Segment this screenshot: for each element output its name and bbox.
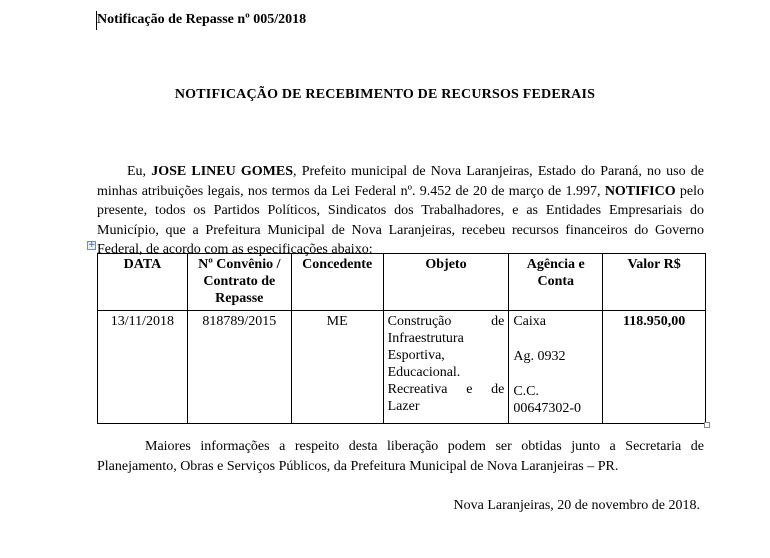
cell-agencia-conta: [509, 311, 603, 424]
cell-valor: 118.950,00: [603, 311, 706, 424]
cell-data: 13/11/2018: [98, 311, 188, 424]
cell-convenio: 818789/2015: [187, 311, 291, 424]
mayor-name: JOSE LINEU GOMES: [151, 164, 294, 179]
col-header-objeto: Objeto: [383, 254, 509, 311]
table-row: [98, 311, 706, 424]
agency-number: Ag. 0932: [513, 349, 566, 364]
notification-number: Notificação de Repasse nº 005/2018: [97, 12, 307, 27]
document-title: NOTIFICAÇÃO DE RECEBIMENTO DE RECURSOS FEDERAIS: [174, 87, 596, 102]
table-header-row: [98, 254, 706, 311]
paragraph-intro: Eu,: [127, 164, 152, 179]
paragraph-legal-basis: , Prefeito municipal de Nova Laranjeiras, Estado do Paraná, no uso de minhas atribuições legais, nos termos da Lei Federal nº. 9.452 de 20 de março de 1.997,: [97, 164, 704, 199]
col-header-agencia: Agência e Conta: [509, 254, 603, 311]
col-header-valor: Valor R$: [603, 254, 706, 311]
account-number: C.C. 00647302-0: [513, 384, 582, 416]
col-header-data: DATA: [98, 254, 188, 311]
notifico-keyword: NOTIFICO: [604, 183, 676, 199]
cell-objeto: Construção de Infraestrutura Esportiva, Educacional. Recreativa e de Lazer: [383, 311, 509, 424]
cell-concedente: ME: [291, 311, 383, 424]
table-move-handle-icon[interactable]: +: [88, 240, 96, 250]
body-paragraph: [97, 162, 704, 260]
closing-paragraph: [97, 437, 704, 476]
col-header-convenio: Nº Convênio / Contrato de Repasse: [187, 254, 291, 311]
col-header-concedente: Concedente: [291, 254, 383, 311]
transfer-table: [97, 253, 706, 424]
place-date-line: Nova Laranjeiras, 20 de novembro de 2018.: [453, 498, 700, 513]
bank-name: Caixa: [513, 314, 546, 329]
paragraph-notice: pelo presente, todos os Partidos Políticos, Sindicatos dos Trabalhadores, e as Entidades Empresariais do Município, que a Prefeitura Municipal de Nova Laranjeiras, recebeu recursos financeiros do Governo Federal, de acordo com as especificações abaixo:: [97, 183, 704, 257]
table-resize-handle-icon[interactable]: [704, 422, 710, 428]
closing-text: Maiores informações a respeito desta liberação podem ser obtidas junto a Secretaria de Planejamento, Obras e Serviços Públicos, da Prefeitura Municipal de Nova Laranjeiras – PR.: [97, 439, 704, 474]
